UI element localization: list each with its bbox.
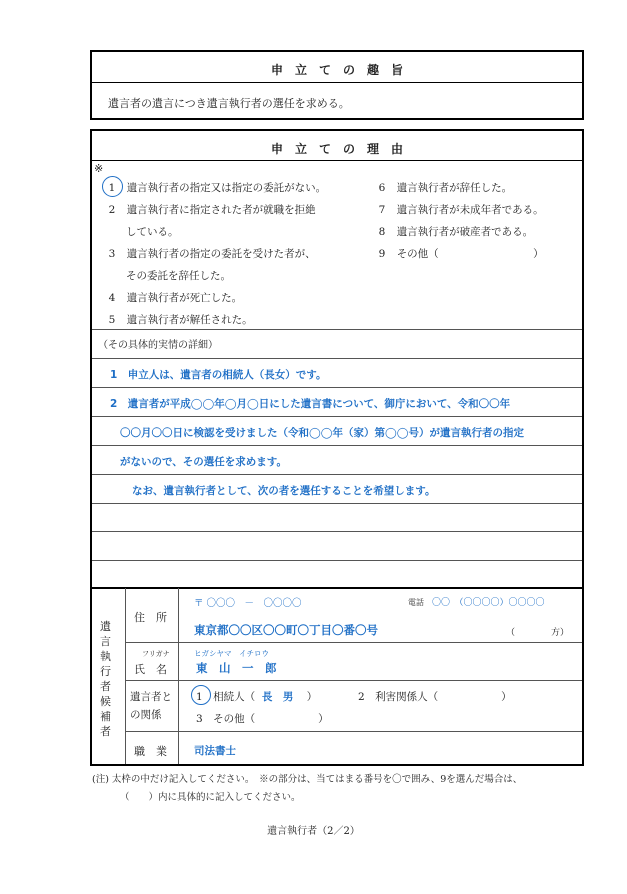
phone-label: 電話 <box>408 598 424 607</box>
detail-line-2: 2 遺言者が平成◯◯年◯月◯日にした遺言書について、御庁において、令和〇〇年 <box>110 398 511 410</box>
reason-title: 申 立 て の 理 由 <box>270 142 403 156</box>
reason-item-7: 7 遺言執行者が未成年者である。 <box>378 204 544 216</box>
reason-item-3: 3 遺言執行者の指定の委託を受けた者が、 <box>108 248 316 260</box>
purpose-title: 申 立 て の 趣 旨 <box>270 63 403 77</box>
reason-item-9: 9 その他（ ） <box>378 248 544 260</box>
reason-item-6: 6 遺言執行者が辞任した。 <box>378 182 513 194</box>
detail-line-1: 1 申立人は、遺言者の相続人（長女）です。 <box>110 369 327 381</box>
detail-line-3: 〇〇月〇〇日に検認を受けました（令和◯◯年（家）第◯◯号）が遺言執行者の指定 <box>120 427 525 439</box>
reason-mark: ※ <box>94 162 104 175</box>
detail-line-5: なお、遺言執行者として、次の者を選任することを希望します。 <box>132 485 436 497</box>
care-of: （ 方） <box>506 628 570 638</box>
reason-item-2: 2 遺言執行者に指定された者が就職を拒絶 <box>108 204 316 216</box>
reason-item-5: 5 遺言執行者が解任された。 <box>108 314 253 326</box>
postal-code: 〒 〇〇〇 － 〇〇〇〇 <box>194 598 302 609</box>
note-line-1: (注) 太枠の中だけ記入してください。 ※の部分は、当てはまる番号を〇で囲み、9を選んだ場合は、 <box>92 774 523 785</box>
relation-label-1: 遺言者と <box>130 691 172 703</box>
furigana-value: ヒガシヤマ イチロウ <box>194 649 269 658</box>
page-footer: 遺言執行者（2／2） <box>267 826 360 837</box>
job-label: 職 業 <box>134 745 167 758</box>
reason-items-left: 1 遺言執行者の指定又は指定の委託がない。 2 遺言執行者に指定された者が就職を拒絶 している。 3 遺言執行者の指定の委託を受けた者が、 その委託を辞任した。 4 遺言執行者が死亡した。 5 遺言執行者が解任された。 <box>104 177 326 331</box>
purpose-box <box>90 50 584 120</box>
note-line-2: （ ）内に具体的に記入してください。 <box>120 792 301 803</box>
detail-line-4: がないので、その選任を求めます。 <box>120 456 287 468</box>
selected-circle-1 <box>102 176 123 197</box>
details-label: （その具体的実情の詳細） <box>98 340 218 351</box>
purpose-text: 遺言者の遺言につき遺言執行者の選任を求める。 <box>108 97 350 110</box>
reason-item-4: 4 遺言執行者が死亡した。 <box>108 292 243 304</box>
job-value: 司法書士 <box>194 745 236 757</box>
reason-items-right <box>374 177 544 265</box>
name-value: 東 山 一 郎 <box>196 661 277 675</box>
address-label: 住 所 <box>134 611 167 624</box>
relation-option-3: 3 その他（ ） <box>196 713 329 725</box>
relation-option-1: 1 相続人（ 長 男 ） <box>196 691 318 703</box>
relation-option-2: 2 利害関係人（ ） <box>358 691 512 703</box>
reason-box <box>90 129 584 766</box>
reason-item-8: 8 遺言執行者が破産者である。 <box>378 226 534 238</box>
candidate-side-label: 遺言執行者候補者 <box>100 620 111 738</box>
name-label: 氏 名 <box>134 663 167 676</box>
relation-label-2: の関係 <box>130 709 162 721</box>
address-value: 東京都〇〇区〇〇町〇丁目〇番〇号 <box>194 623 378 637</box>
furigana-label: フリガナ <box>142 650 170 658</box>
phone-number: 〇〇 （〇〇〇〇）〇〇〇〇 <box>432 598 545 608</box>
reason-item-1: 1 遺言執行者の指定又は指定の委託がない。 <box>108 182 327 194</box>
